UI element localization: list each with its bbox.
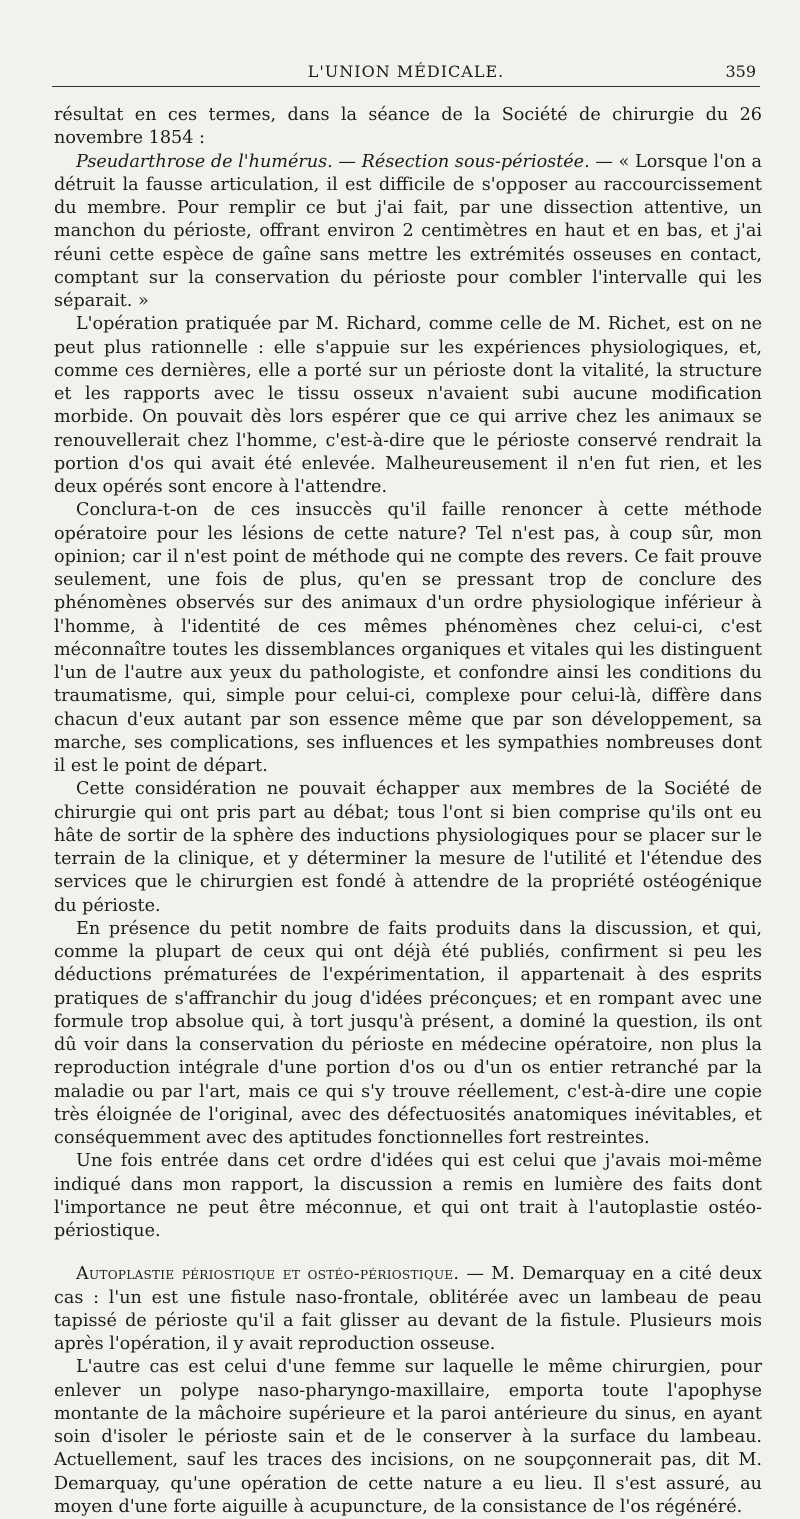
paragraph-1: résultat en ces termes, dans la séance de la Société de chirurgie du 26 novembre 1854 : [54,105,762,149]
paragraph-6: En présence du petit nombre de faits produits dans la discussion, et qui, comme la plupart de ceux qui ont déjà été publiés, confirment si peu les déductions prématurées de l'expérimentation, il appartenait à des esprits pratiques de s'affranchir du joug d'idées préconçues; et en rompant avec une formule trop absolue qui, à tort jusqu'à présent, a dominé la question, ils ont dû voir dans la conservation du périoste en médecine opératoire, non plus la reproduction intégrale d'une portion d'os ou d'un os entier retranché par la maladie ou par l'art, mais ce qui s'y trouve réellement, c'est-à-dire une copie très éloignée de l'original, avec des défectuosités anatomiques inévitables, et conséquemment avec des aptitudes fonctionnelles fort restreintes. [54,918,762,1148]
article-body [54,104,762,1519]
journal-title: L'UNION MÉDICALE. [307,62,505,81]
page-number: 359 [725,62,756,81]
running-header [52,58,760,87]
paragraph-2-text: — « Lorsque l'on a détruit la fausse articulation, il est difficile de s'opposer au raccourcissement du membre. Pour remplir ce but j'ai fait, par une dissection attentive, un manchon du périoste, offrant environ 2 centimètres en haut et en bas, et j'ai réuni cette espèce de gaîne sans mettre les extrémités osseuses en contact, comptant sur la conservation du périoste pour combler l'intervalle qui les séparait. » [54,151,763,311]
paragraph-9: L'autre cas est celui d'une femme sur laquelle le même chirurgien, pour enlever un polype naso-pharyngo-maxillaire, emporta toute l'apophyse montante de la mâchoire supérieure et la paroi antérieure du sinus, en ayant soin d'isoler le périoste sain et de le conserver à la surface du lambeau. Actuellement, sauf les traces des incisions, on ne soupçonnerait pas, dit M. Demarquay, qu'une opération de cette nature a eu lieu. Il s'est assuré, au moyen d'une forte aiguille à acupuncture, de la consistance de l'os régénéré. [54,1357,762,1517]
paragraph-8-text: — M. Demarquay en a cité deux cas : l'un est une fistule naso-frontale, oblitérée avec un lambeau de peau tapissé de périoste qu'il a fait glisser au devant de la fistule. Plusieurs mois après l'opération, il y avait reproduction osseuse. [54,1264,762,1354]
paragraph-2 [54,151,762,314]
paragraph-7: Une fois entrée dans cet ordre d'idées qui est celui que j'avais moi-même indiqué dans mon rapport, la discussion a remis en lumière des faits dont l'importance ne peut être méconnue, et qui ont trait à l'autoplastie ostéo-périostique. [54,1151,762,1241]
paragraph-8 [54,1263,762,1356]
subheading-autoplastie: Autoplastie périostique et ostéo-périostique. [76,1264,460,1285]
section-break [54,1243,762,1263]
subheading-pseudarthrose: Pseudarthrose de l'humérus. — Résection sous-périostée. [76,151,590,172]
paragraph-4: Conclura-t-on de ces insuccès qu'il faille renoncer à cette méthode opératoire pour les lésions de cette nature? Tel n'est pas, à coup sûr, mon opinion; car il n'est point de méthode qui ne compte des revers. Ce fait prouve seulement, une fois de plus, qu'en se pressant trop de conclure des phénomènes observés sur des animaux d'un ordre physiologique inférieur à l'homme, à l'identité de ces mêmes phénomènes chez celui-ci, c'est méconnaître toutes les dissemblances organiques et vitales qui les distinguent l'un de l'autre aux yeux du pathologiste, et confondre ainsi les conditions du traumatisme, qui, simple pour celui-ci, complexe pour celui-là, diffère dans chacun d'eux autant par son essence même que par son développement, sa marche, ses complications, ses influences et les sympathies nombreuses dont il est le point de départ. [54,500,762,776]
paragraph-5: Cette considération ne pouvait échapper aux membres de la Société de chirurgie qui ont pris part au débat; tous l'ont si bien comprise qu'ils ont eu hâte de sortir de la sphère des inductions physiologiques pour se placer sur le terrain de la clinique, et y déterminer la mesure de l'utilité et l'étendue des services que le chirurgien est fondé à attendre de la propriété ostéogénique du périoste. [54,779,762,916]
paragraph-3: L'opération pratiquée par M. Richard, comme celle de M. Richet, est on ne peut plus rationnelle : elle s'appuie sur les expériences physiologiques, et, comme ces dernières, elle a porté sur un périoste dont la vitalité, la structure et les rapports avec le tissu osseux n'avaient subi aucune modification morbide. On pouvait dès lors espérer que ce qui arrive chez les animaux se renouvellerait chez l'homme, c'est-à-dire que le périoste conservé rendrait la portion d'os qui avait été enlevée. Malheureusement il n'en fut rien, et les deux opérés sont encore à l'attendre. [54,314,762,497]
